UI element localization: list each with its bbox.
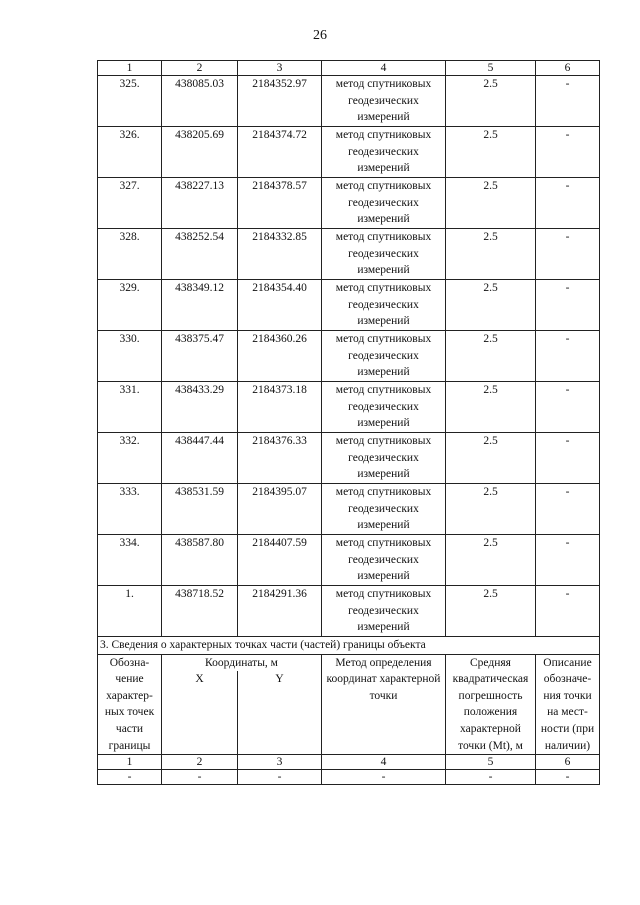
- section-title-row: [98, 637, 600, 655]
- x-coordinate-cell: 438227.13: [162, 178, 238, 229]
- column-number: 4: [322, 61, 446, 76]
- method-cell: метод спутниковых геодезических измерений: [322, 535, 446, 586]
- coordinates-table: [97, 60, 600, 785]
- description-cell: -: [536, 76, 600, 127]
- error-cell: 2.5: [446, 229, 536, 280]
- y-coordinate-cell: 2184332.85: [238, 229, 322, 280]
- point-number-cell: 325.: [98, 76, 162, 127]
- table-row: [98, 229, 600, 280]
- empty-cell: -: [238, 770, 322, 785]
- table-row: [98, 280, 600, 331]
- method-cell: метод спутниковых геодезических измерений: [322, 484, 446, 535]
- method-header: Метод определения координат характерной точки: [322, 654, 446, 755]
- point-number-cell: 329.: [98, 280, 162, 331]
- error-cell: 2.5: [446, 331, 536, 382]
- x-coordinate-cell: 438205.69: [162, 127, 238, 178]
- y-coordinate-cell: 2184373.18: [238, 382, 322, 433]
- x-coordinate-cell: 438433.29: [162, 382, 238, 433]
- error-cell: 2.5: [446, 280, 536, 331]
- column-number: 4: [322, 755, 446, 770]
- column-number: 2: [162, 61, 238, 76]
- method-cell: метод спутниковых геодезических измерений: [322, 280, 446, 331]
- column-number: 2: [162, 755, 238, 770]
- method-cell: метод спутниковых геодезических измерений: [322, 433, 446, 484]
- description-header: Описание обозначе-ния точки на мест-ности (при наличии): [536, 654, 600, 755]
- column-number: 3: [238, 61, 322, 76]
- description-cell: -: [536, 535, 600, 586]
- table-row: [98, 586, 600, 637]
- section-empty-row: [98, 770, 600, 785]
- y-coordinate-cell: 2184354.40: [238, 280, 322, 331]
- y-header: Y: [238, 671, 322, 755]
- empty-cell: -: [536, 770, 600, 785]
- y-coordinate-cell: 2184407.59: [238, 535, 322, 586]
- point-number-cell: 330.: [98, 331, 162, 382]
- column-number: 1: [98, 61, 162, 76]
- y-coordinate-cell: 2184352.97: [238, 76, 322, 127]
- y-coordinate-cell: 2184360.26: [238, 331, 322, 382]
- point-number-cell: 334.: [98, 535, 162, 586]
- page-number: 26: [313, 28, 327, 43]
- method-cell: метод спутниковых геодезических измерений: [322, 178, 446, 229]
- x-coordinate-cell: 438252.54: [162, 229, 238, 280]
- section-title: 3. Сведения о характерных точках части (частей) границы объекта: [98, 637, 600, 655]
- section-column-number-row: [98, 755, 600, 770]
- y-coordinate-cell: 2184378.57: [238, 178, 322, 229]
- method-cell: метод спутниковых геодезических измерений: [322, 76, 446, 127]
- point-number-cell: 326.: [98, 127, 162, 178]
- column-number: 1: [98, 755, 162, 770]
- x-coordinate-cell: 438718.52: [162, 586, 238, 637]
- table-row: [98, 76, 600, 127]
- column-number: 6: [536, 61, 600, 76]
- error-header: Средняя квадратическая погрешность положения характерной точки (Mt), м: [446, 654, 536, 755]
- error-cell: 2.5: [446, 433, 536, 484]
- error-cell: 2.5: [446, 178, 536, 229]
- coordinates-header: Координаты, м: [162, 654, 322, 671]
- point-number-cell: 332.: [98, 433, 162, 484]
- error-cell: 2.5: [446, 586, 536, 637]
- description-cell: -: [536, 382, 600, 433]
- column-number: 5: [446, 61, 536, 76]
- y-coordinate-cell: 2184376.33: [238, 433, 322, 484]
- error-cell: 2.5: [446, 76, 536, 127]
- column-number: 5: [446, 755, 536, 770]
- point-number-cell: 1.: [98, 586, 162, 637]
- column-number-row: [98, 61, 600, 76]
- empty-cell: -: [162, 770, 238, 785]
- description-cell: -: [536, 433, 600, 484]
- error-cell: 2.5: [446, 535, 536, 586]
- method-cell: метод спутниковых геодезических измерений: [322, 586, 446, 637]
- y-coordinate-cell: 2184395.07: [238, 484, 322, 535]
- point-number-cell: 328.: [98, 229, 162, 280]
- description-cell: -: [536, 331, 600, 382]
- table-row: [98, 382, 600, 433]
- x-coordinate-cell: 438447.44: [162, 433, 238, 484]
- x-coordinate-cell: 438375.47: [162, 331, 238, 382]
- error-cell: 2.5: [446, 484, 536, 535]
- empty-cell: -: [446, 770, 536, 785]
- x-coordinate-cell: 438349.12: [162, 280, 238, 331]
- x-header: X: [162, 671, 238, 755]
- column-number: 3: [238, 755, 322, 770]
- error-cell: 2.5: [446, 127, 536, 178]
- column-number: 6: [536, 755, 600, 770]
- method-cell: метод спутниковых геодезических измерений: [322, 229, 446, 280]
- x-coordinate-cell: 438531.59: [162, 484, 238, 535]
- description-cell: -: [536, 280, 600, 331]
- error-cell: 2.5: [446, 382, 536, 433]
- section-header-row: [98, 654, 600, 671]
- x-coordinate-cell: 438085.03: [162, 76, 238, 127]
- description-cell: -: [536, 127, 600, 178]
- method-cell: метод спутниковых геодезических измерений: [322, 382, 446, 433]
- description-cell: -: [536, 178, 600, 229]
- method-cell: метод спутниковых геодезических измерений: [322, 331, 446, 382]
- point-number-cell: 333.: [98, 484, 162, 535]
- method-cell: метод спутниковых геодезических измерений: [322, 127, 446, 178]
- table-row: [98, 535, 600, 586]
- x-coordinate-cell: 438587.80: [162, 535, 238, 586]
- description-cell: -: [536, 484, 600, 535]
- table-row: [98, 484, 600, 535]
- description-cell: -: [536, 229, 600, 280]
- point-number-cell: 331.: [98, 382, 162, 433]
- empty-cell: -: [322, 770, 446, 785]
- table-row: [98, 127, 600, 178]
- empty-cell: -: [98, 770, 162, 785]
- y-coordinate-cell: 2184374.72: [238, 127, 322, 178]
- table-row: [98, 178, 600, 229]
- designation-header: Обозна-чение характер-ных точек части границы: [98, 654, 162, 755]
- description-cell: -: [536, 586, 600, 637]
- y-coordinate-cell: 2184291.36: [238, 586, 322, 637]
- table-row: [98, 433, 600, 484]
- table-row: [98, 331, 600, 382]
- point-number-cell: 327.: [98, 178, 162, 229]
